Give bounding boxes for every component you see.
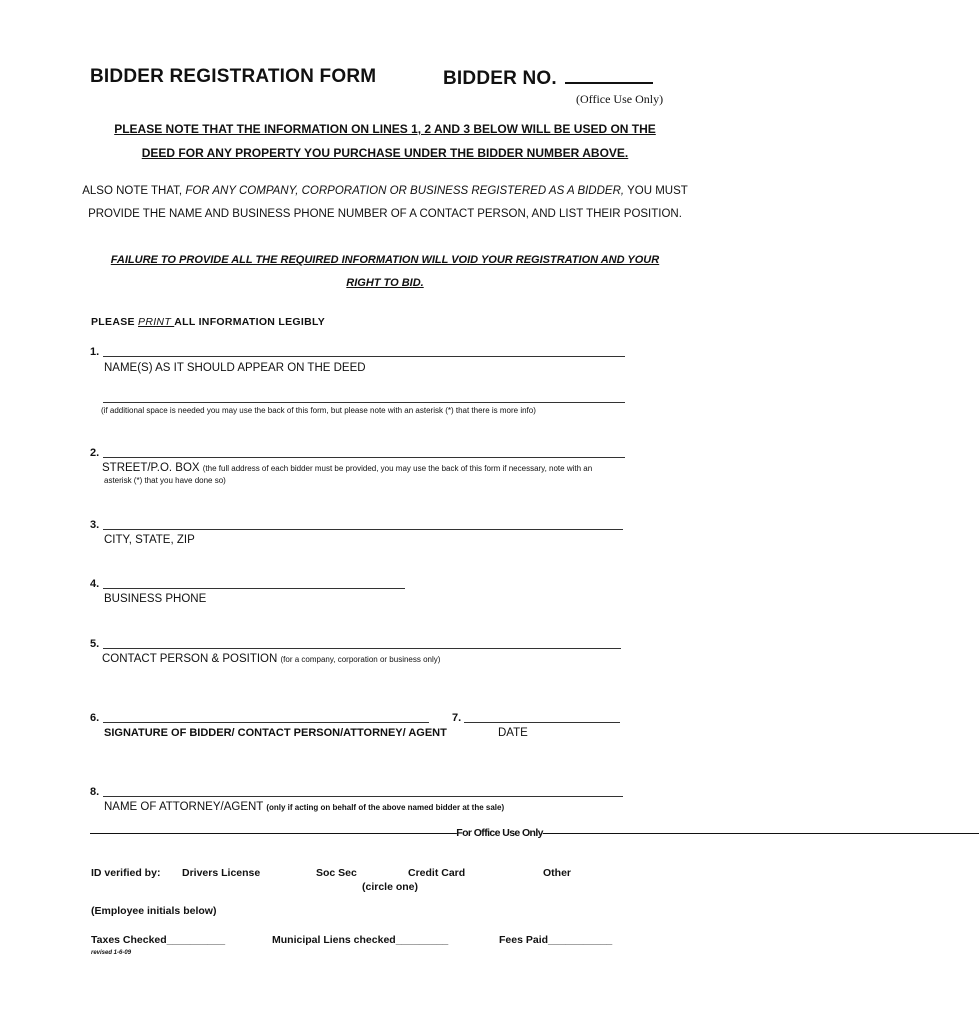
field-5-label: CONTACT PERSON & POSITION — [102, 653, 278, 665]
form-title: BIDDER REGISTRATION FORM — [90, 66, 377, 87]
option-drivers-license[interactable]: Drivers License — [182, 867, 261, 879]
field-8-number: 8. — [90, 786, 100, 798]
failure-warning-line-1: FAILURE TO PROVIDE ALL THE REQUIRED INFORMATION WILL VOID YOUR REGISTRATION AND YOUR — [110, 254, 660, 266]
taxes-checked-field[interactable]: Taxes Checked__________ — [91, 934, 226, 946]
field-1-note: (if additional space is needed you may use the back of this form, but please note with an asterisk (*) that there is more info) — [101, 406, 536, 415]
revision-date: revised 1-6-09 — [91, 950, 132, 956]
field-1-name-line[interactable] — [103, 356, 625, 357]
field-3-number: 3. — [90, 519, 100, 531]
field-6-number: 6. — [90, 712, 100, 724]
office-use-note: (Office Use Only) — [576, 92, 664, 106]
field-4-label: BUSINESS PHONE — [104, 593, 207, 605]
field-2-number: 2. — [90, 447, 100, 459]
failure-warning-line-2: RIGHT TO BID. — [346, 277, 424, 289]
print-instruction-suffix: ALL INFORMATION LEGIBLY — [174, 316, 326, 328]
also-note-line-2: PROVIDE THE NAME AND BUSINESS PHONE NUMBER OF A CONTACT PERSON, AND LIST THEIR POSITION. — [88, 208, 682, 220]
print-instruction-emphasis: PRINT — [138, 316, 175, 328]
also-note-prefix: ALSO NOTE THAT, — [82, 185, 186, 197]
notice-line-2: DEED FOR ANY PROPERTY YOU PURCHASE UNDER THE BIDDER NUMBER ABOVE. — [141, 146, 629, 160]
also-note-line-1 — [0, 185, 770, 197]
bidder-number-label: BIDDER NO. — [443, 68, 557, 89]
also-note-emphasis: FOR ANY COMPANY, CORPORATION OR BUSINESS REGISTERED AS A BIDDER, — [185, 185, 625, 197]
field-1-extra-name-line[interactable] — [103, 402, 625, 403]
municipal-liens-field[interactable]: Municipal Liens checked_________ — [272, 934, 449, 946]
field-2-note-continued: asterisk (*) that you have done so) — [104, 476, 226, 485]
circle-one-note: (circle one) — [362, 881, 419, 893]
field-8-label-row — [104, 801, 504, 813]
field-7-label: DATE — [498, 727, 528, 739]
print-instruction — [91, 316, 325, 328]
id-verified-label: ID verified by: — [91, 867, 161, 879]
field-3-city-line[interactable] — [103, 529, 623, 530]
field-2-note: (the full address of each bidder must be provided, you may use the back of this form if necessary, note with an — [202, 464, 593, 473]
field-3-label: CITY, STATE, ZIP — [104, 534, 195, 546]
field-8-label: NAME OF ATTORNEY/AGENT — [104, 801, 264, 813]
office-use-divider: —————————————————————————————————————For Office Use Only———————————————————————————————————————————— — [90, 827, 979, 839]
field-5-label-row — [102, 653, 440, 665]
option-other[interactable]: Other — [543, 867, 572, 879]
field-5-number: 5. — [90, 638, 100, 650]
also-note-suffix: YOU MUST — [624, 185, 688, 197]
option-credit-card[interactable]: Credit Card — [408, 867, 466, 879]
bidder-number-field[interactable] — [565, 66, 653, 84]
fees-paid-field[interactable]: Fees Paid___________ — [499, 934, 613, 946]
bidder-number — [443, 66, 653, 90]
field-1-label: NAME(S) AS IT SHOULD APPEAR ON THE DEED — [104, 362, 366, 374]
field-6-label: SIGNATURE OF BIDDER/ CONTACT PERSON/ATTORNEY/ AGENT — [104, 727, 447, 739]
field-7-number: 7. — [452, 712, 462, 724]
field-4-phone-line[interactable] — [103, 588, 405, 589]
employee-initials-note: (Employee initials below) — [91, 905, 217, 917]
field-2-label: STREET/P.O. BOX — [102, 462, 200, 474]
field-1-number: 1. — [90, 346, 100, 358]
field-8-note: (only if acting on behalf of the above named bidder at the sale) — [266, 803, 505, 812]
field-4-number: 4. — [90, 578, 100, 590]
field-5-contact-line[interactable] — [103, 648, 621, 649]
field-8-attorney-line[interactable] — [103, 796, 623, 797]
notice-line-1: PLEASE NOTE THAT THE INFORMATION ON LINES 1, 2 AND 3 BELOW WILL BE USED ON THE — [114, 122, 656, 136]
field-2-address-line[interactable] — [103, 457, 625, 458]
field-5-note: (for a company, corporation or business only) — [280, 655, 441, 664]
field-7-date-line[interactable] — [464, 722, 620, 723]
option-soc-sec[interactable]: Soc Sec — [316, 867, 357, 879]
print-instruction-prefix: PLEASE — [91, 316, 139, 328]
field-6-signature-line[interactable] — [103, 722, 429, 723]
field-2-label-row — [102, 462, 592, 474]
